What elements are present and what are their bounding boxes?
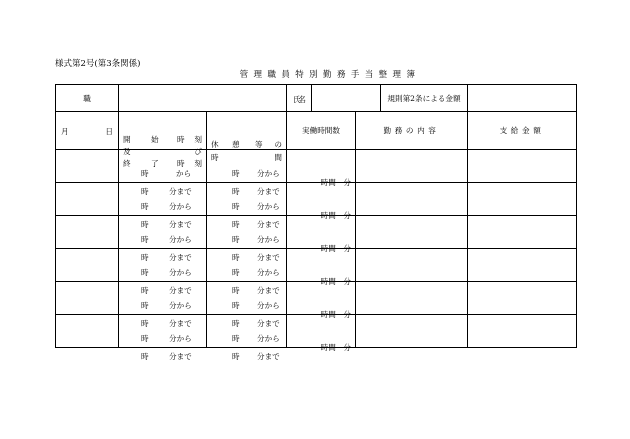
oyobi-char: び (194, 146, 202, 156)
shuryo-char: 時 (177, 158, 185, 168)
tsukihi-char-1: 月 (61, 127, 69, 136)
start-from-unit: 分から (169, 301, 192, 310)
tsukihi-cell[interactable] (56, 183, 119, 216)
work-content-cell[interactable] (356, 150, 468, 183)
end-to-unit: 分まで (169, 187, 192, 196)
rest-to-unit: 分まで (257, 187, 280, 196)
amount-cell[interactable] (468, 249, 577, 282)
header-row-1 (56, 85, 577, 112)
rest-hour-unit: 時 (232, 187, 240, 196)
start-hour-unit: 時 (141, 235, 149, 244)
kaishi-char: 刻 (194, 134, 202, 144)
kyukei-char: 休 (211, 139, 219, 149)
start-hour-unit: 時 (141, 169, 149, 178)
jikan-char: 時 (211, 152, 219, 162)
shuryo-char: 了 (151, 158, 159, 168)
shimei-char-1: 氏 (293, 95, 301, 104)
rest-hour-unit: 時 (232, 169, 240, 178)
amount-cell[interactable] (468, 315, 577, 348)
kaishi-char: 時 (177, 134, 185, 144)
kisoku-value[interactable] (468, 85, 577, 112)
work-content-cell[interactable] (356, 315, 468, 348)
kyukei-char: の (274, 139, 282, 149)
rest-from-unit: 分から (257, 235, 280, 244)
rest-hour-unit: 時 (232, 334, 240, 343)
rest-from-unit: 分から (257, 268, 280, 277)
table-row (56, 282, 577, 315)
end-to-unit: 分まで (169, 352, 192, 361)
actual-hours-unit: 時間 分 (320, 277, 351, 286)
actual-hours-unit: 時間 分 (320, 178, 351, 187)
shoku-value[interactable] (119, 85, 287, 112)
work-content-cell[interactable] (356, 183, 468, 216)
rest-hour-unit: 時 (232, 202, 240, 211)
end-to-unit: 分まで (169, 220, 192, 229)
rest-from-unit: 分から (257, 301, 280, 310)
table-row (56, 216, 577, 249)
shimei-label (287, 85, 312, 112)
tsukihi-cell[interactable] (56, 249, 119, 282)
amount-cell[interactable] (468, 282, 577, 315)
jikan-char: 間 (274, 152, 282, 162)
document-title: 管理職員特別勤務手当整理簿 (239, 70, 421, 80)
start-hour-unit: 時 (141, 301, 149, 310)
rest-hour-unit: 時 (232, 286, 240, 295)
kaishi-shuryo-header (119, 112, 207, 168)
work-content-cell[interactable] (356, 282, 468, 315)
kyukei-header (207, 112, 287, 162)
start-from-unit: 分から (169, 202, 192, 211)
actual-hours-cell[interactable] (287, 150, 356, 187)
rest-hour-unit: 時 (232, 235, 240, 244)
table-row (56, 183, 577, 216)
shoku-label: 職 (56, 85, 119, 112)
shuryo-char: 刻 (194, 158, 202, 168)
rest-to-unit: 分まで (257, 253, 280, 262)
start-end-cell[interactable] (119, 315, 207, 361)
work-content-cell[interactable] (356, 249, 468, 282)
rest-hour-unit: 時 (232, 319, 240, 328)
actual-hours-unit: 時間 分 (320, 244, 351, 253)
end-hour-unit: 時 (141, 187, 149, 196)
start-hour-unit: 時 (141, 202, 149, 211)
allowance-register-table (55, 84, 577, 361)
shimei-char-2: 名 (298, 95, 306, 104)
start-end-cell[interactable] (119, 216, 207, 262)
start-hour-unit: 時 (141, 334, 149, 343)
rest-hour-unit: 時 (232, 268, 240, 277)
end-hour-unit: 時 (141, 319, 149, 328)
kyukei-char: 等 (255, 139, 263, 149)
table-row (56, 249, 577, 282)
end-to-unit: 分まで (169, 319, 192, 328)
amount-cell[interactable] (468, 216, 577, 249)
rest-to-unit: 分まで (257, 319, 280, 328)
shikyu-kingaku-header: 支給金額 (468, 112, 577, 150)
tsukihi-char-2: 日 (105, 127, 113, 136)
form-number-label: 様式第2号(第3条関係) (55, 59, 141, 69)
kaishi-char: 始 (151, 134, 159, 144)
tsukihi-cell[interactable] (56, 315, 119, 348)
work-content-cell[interactable] (356, 216, 468, 249)
header-row-2 (56, 112, 577, 150)
start-from-unit: 分から (169, 334, 192, 343)
start-from-unit: 分から (169, 235, 192, 244)
rest-hour-unit: 時 (232, 253, 240, 262)
rest-to-unit: 分まで (257, 286, 280, 295)
start-from-unit: 分から (169, 268, 192, 277)
end-hour-unit: 時 (141, 352, 149, 361)
tsukihi-header (56, 112, 119, 150)
start-end-cell[interactable] (119, 282, 207, 328)
end-hour-unit: 時 (141, 286, 149, 295)
table-row (56, 315, 577, 348)
end-hour-unit: 時 (141, 253, 149, 262)
start-end-cell[interactable] (119, 183, 207, 229)
rest-to-unit: 分まで (257, 220, 280, 229)
start-end-cell[interactable] (119, 249, 207, 295)
kaishi-char: 開 (123, 134, 131, 144)
tsukihi-cell[interactable] (56, 282, 119, 315)
tsukihi-cell[interactable] (56, 216, 119, 249)
amount-cell[interactable] (468, 183, 577, 216)
rest-from-unit: 分から (257, 334, 280, 343)
table-row (56, 150, 577, 183)
start-hour-unit: 時 (141, 268, 149, 277)
start-end-cell[interactable] (119, 150, 207, 196)
end-hour-unit: 時 (141, 220, 149, 229)
shimei-value[interactable] (312, 85, 381, 112)
rest-from-unit: 分から (257, 169, 280, 178)
shuryo-char: 終 (123, 158, 131, 168)
rest-from-unit: 分から (257, 202, 280, 211)
oyobi-char: 及 (123, 146, 131, 156)
actual-hours-unit: 時間 分 (320, 310, 351, 319)
kinmu-naiyo-header: 勤務の内容 (356, 112, 468, 150)
rest-hour-unit: 時 (232, 301, 240, 310)
actual-hours-unit: 時間 分 (320, 211, 351, 220)
end-to-unit: 分まで (169, 253, 192, 262)
start-from-unit: から (176, 169, 192, 178)
amount-cell[interactable] (468, 150, 577, 183)
tsukihi-cell[interactable] (56, 150, 119, 183)
rest-hour-unit: 時 (232, 352, 240, 361)
rest-to-unit: 分まで (257, 352, 280, 361)
kyukei-char: 憩 (232, 139, 240, 149)
end-to-unit: 分まで (169, 286, 192, 295)
jitsumu-header: 実働時間数 (287, 112, 356, 150)
rest-hour-unit: 時 (232, 220, 240, 229)
kisoku-label: 規則第2条による金額 (381, 85, 468, 112)
actual-hours-unit: 時間 分 (320, 343, 351, 352)
